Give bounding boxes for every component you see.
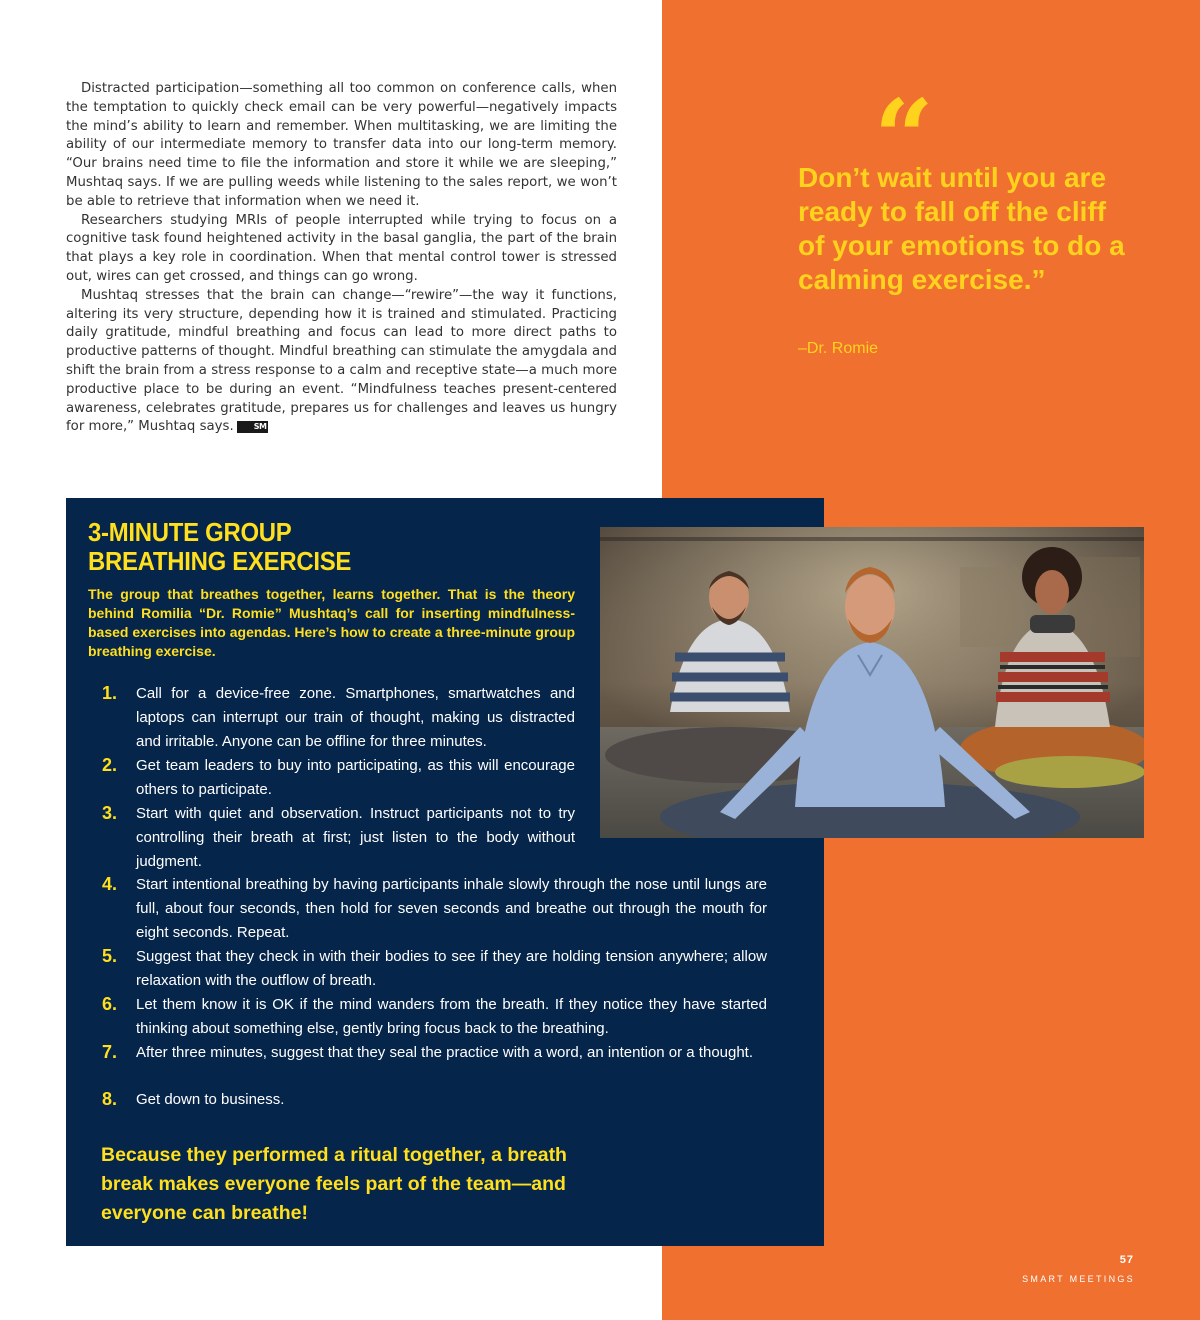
article-body xyxy=(66,80,617,437)
step-number: 1. xyxy=(102,683,118,703)
step-number: 7. xyxy=(102,1042,118,1062)
step-text: Suggest that they check in with their bodies to see if they are holding tension anywhere; allow relaxation with the outflow of breath. xyxy=(136,948,767,989)
article-paragraph: Distracted participation—something all too common on conference calls, when the temptation to quickly check email can be very powerful—negatively impacts the mind’s ability to learn and remember. When multitasking, we are limiting the ability of our intermediate memory to transfer data into our long-term memory. “Our brains need time to file the information and store it while we are sleeping,” Mushtaq says. If we are pulling weeds while listening to the sales report, we won’t be able to retrieve that information when we need it. xyxy=(66,81,617,209)
step-text: Let them know it is OK if the mind wanders from the breath. If they notice they have started thinking about something else, gently bring focus back to the breathing. xyxy=(136,996,767,1037)
step-number: 6. xyxy=(102,994,118,1014)
article-paragraph: Researchers studying MRIs of people interrupted while trying to focus on a cognitive task found heightened activity in the basal ganglia, the part of the brain that plays a key role in coordination. When that mental control tower is stressed out, wires can get crossed, and things can go wrong. xyxy=(66,212,617,284)
step-text: Get down to business. xyxy=(136,1091,285,1108)
step-number: 2. xyxy=(102,755,118,775)
step-text: After three minutes, suggest that they seal the practice with a word, an intention or a thought. xyxy=(136,1044,754,1061)
step-number: 5. xyxy=(102,946,118,966)
step-number: 3. xyxy=(102,803,118,823)
article-paragraph: Mushtaq stresses that the brain can change—“rewire”—the way it functions, altering its very structure, depending how it is trained and stimulated. Practicing daily gratitude, mindful breathing and focus can lead to more direct paths to productive patterns of thought. Mindful breathing can stimulate the amygdala and shift the brain from a stress response to a calm and receptive state—a much more productive place to be during an event. “Mindfulness teaches present-centered awareness, celebrates gratitude, prepares us for challenges and leaves us hungry for more,” Mushtaq says. SM xyxy=(66,287,617,435)
quote-mark-icon: “ xyxy=(874,76,934,199)
step-text: Start with quiet and observation. Instruct participants not to try controlling their breath at first; just listen to the body without judgment. xyxy=(136,805,575,870)
step-text: Start intentional breathing by having participants inhale slowly through the nose until lungs are full, about four seconds, then hold for seven seconds and breathe out through the mouth for eight seconds. Repeat. xyxy=(136,876,767,941)
sidebar-title: 3-MINUTE GROUP BREATHING EXERCISE xyxy=(88,517,352,576)
sm-end-mark-logo: SM xyxy=(237,421,269,433)
meditation-group-photo xyxy=(600,527,1144,838)
step-text: Get team leaders to buy into participating, as this will encourage others to participate. xyxy=(136,757,575,798)
step-number: 8. xyxy=(102,1089,118,1109)
step-number: 4. xyxy=(102,874,118,894)
sidebar-closing-text: Because they performed a ritual together, a breath break makes everyone feels part of the team—and everyone can breathe! xyxy=(101,1144,567,1224)
magazine-name: SMART MEETINGS xyxy=(1022,1274,1135,1284)
pull-quote-text: Don’t wait until you are ready to fall off the cliff of your emotions to do a calming exercise.” xyxy=(798,162,1125,295)
sidebar-intro: The group that breathes together, learns together. That is the theory behind Romilia “Dr. Romie” Mushtaq’s call for inserting mindfulness-based exercises into agendas. Here’s how to create a three-minute group breathing exercise. xyxy=(88,586,575,659)
step-text: Call for a device-free zone. Smartphones, smartwatches and laptops can interrupt our train of thought, making us distracted and irritable. Anyone can be offline for three minutes. xyxy=(136,685,575,750)
page-number: 57 xyxy=(1119,1254,1134,1266)
pull-quote-attribution: –Dr. Romie xyxy=(798,340,879,357)
